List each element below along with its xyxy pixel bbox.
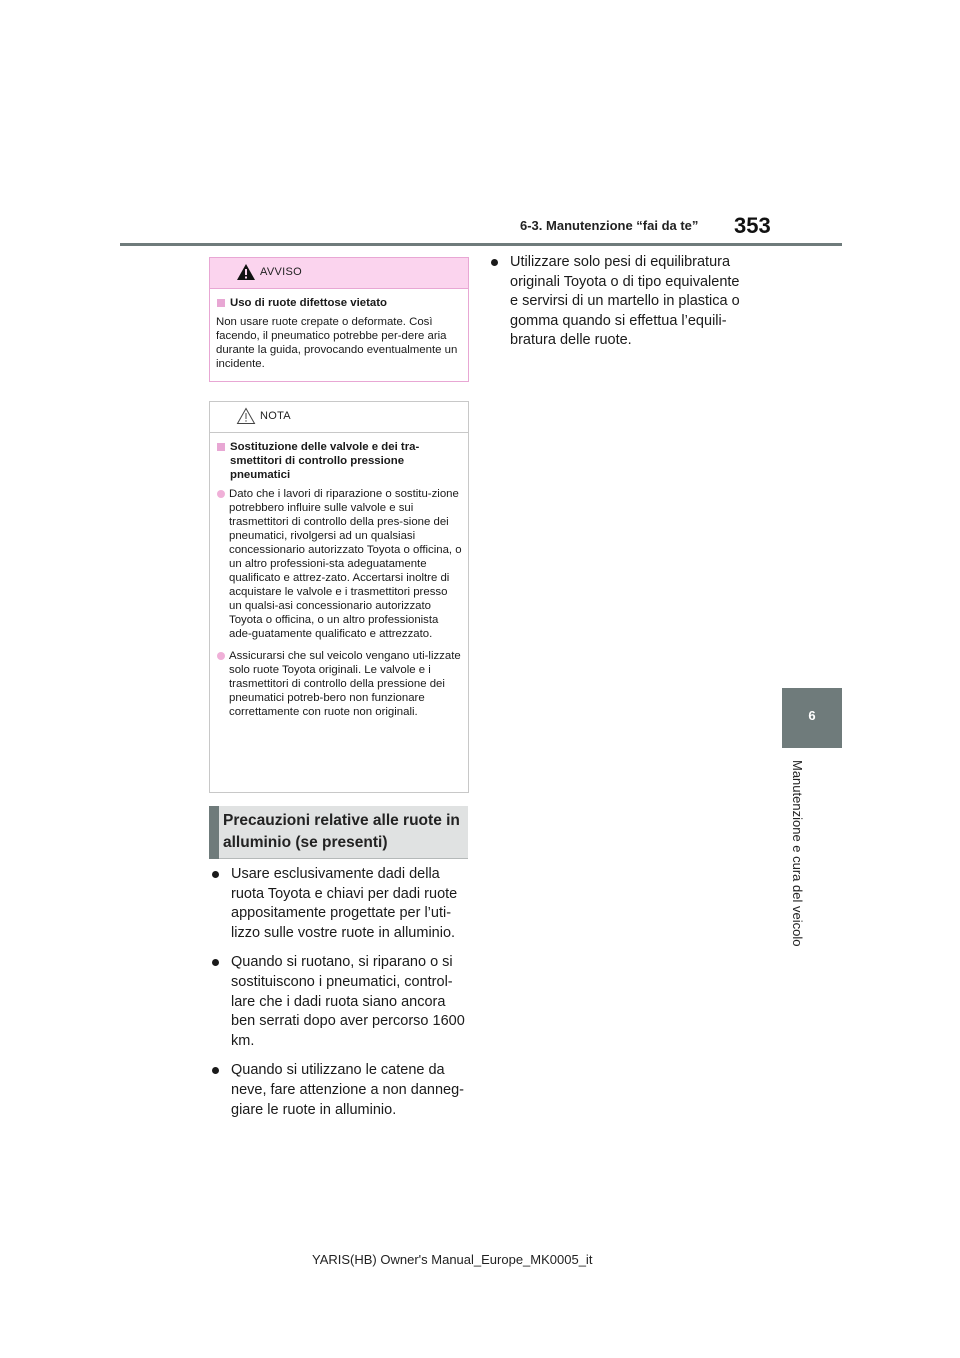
square-bullet-icon bbox=[217, 299, 225, 307]
page-number: 353 bbox=[734, 213, 771, 238]
chapter-number: 6 bbox=[808, 708, 816, 723]
section-title: 6-3. Manutenzione “fai da te” bbox=[520, 218, 699, 233]
list-item bbox=[488, 253, 746, 351]
note-heading bbox=[216, 440, 462, 482]
left-bullet-list bbox=[209, 865, 467, 1130]
note-heading-text: Sostituzione delle valvole e dei tra-smettitori di controllo pressione pneumatici bbox=[230, 441, 420, 481]
right-bullet-list bbox=[488, 253, 746, 361]
warning-heading-text: Uso di ruote difettose vietato bbox=[230, 297, 387, 309]
circle-bullet-icon bbox=[217, 652, 225, 660]
square-bullet-icon bbox=[217, 443, 225, 451]
header-divider bbox=[120, 243, 842, 246]
note-box bbox=[209, 401, 469, 793]
list-item bbox=[209, 953, 467, 1051]
warning-triangle-icon bbox=[236, 263, 256, 281]
bullet-dot-icon bbox=[212, 1067, 219, 1074]
bullet-dot-icon bbox=[491, 259, 498, 266]
note-item-text: Assicurarsi che sul veicolo vengano uti-lizzate solo ruote Toyota originali. Le valvole e i trasmettitori di controllo della pressione dei pneumatici potreb-bero non funzionare correttamente con ruote non originali. bbox=[229, 650, 461, 718]
note-item-text: Dato che i lavori di riparazione o sostitu-zione potrebbero influire sulle valvole e sui trasmettitori di controllo della pres-sione dei pneumatici, rivolgersi ad un qualsiasi concessionario autorizzato Toyota o officina, o un altro professioni-sta adeguatamente qualificato e attrez-zato. Accertarsi inoltre di acquistare le valvole e i trasmettitori presso un qualsi-asi concessionario autorizzato Toyota o officina, o un altro professionista ade-guatamente qualificato e attrezzato. bbox=[229, 488, 462, 640]
list-item-text: Utilizzare solo pesi di equilibratura originali Toyota o di tipo equivalente e servirsi di un martello in plastica o gomma quando si effettua l’equili-bratura delle ruote. bbox=[510, 254, 740, 349]
bullet-dot-icon bbox=[212, 871, 219, 878]
list-item-text: Quando si ruotano, si riparano o si sostituiscono i pneumatici, control-lare che i dadi ruota siano ancora ben serrati dopo aver percorso 1600 km. bbox=[231, 954, 465, 1049]
warning-heading bbox=[216, 296, 462, 310]
bullet-dot-icon bbox=[212, 959, 219, 966]
warning-box-header bbox=[210, 258, 468, 289]
caution-triangle-icon bbox=[236, 407, 256, 425]
section-heading-accent bbox=[209, 806, 219, 859]
note-label: NOTA bbox=[260, 410, 291, 422]
section-heading: Precauzioni relative alle ruote in alluminio (se presenti) bbox=[223, 812, 460, 851]
warning-body: Non usare ruote crepate o deformate. Così facendo, il pneumatico potrebbe per-dere aria durante la guida, provocando eventualmente un incidente. bbox=[216, 316, 458, 370]
note-box-header bbox=[210, 402, 468, 433]
circle-bullet-icon bbox=[217, 490, 225, 498]
note-item bbox=[216, 487, 462, 641]
note-item bbox=[216, 649, 462, 719]
list-item-text: Quando si utilizzano le catene da neve, fare attenzione a non danneg-giare le ruote in alluminio. bbox=[231, 1062, 464, 1118]
footer-manual-id: YARIS(HB) Owner's Manual_Europe_MK0005_it bbox=[312, 1252, 593, 1267]
warning-label: AVVISO bbox=[260, 266, 302, 278]
list-item-text: Usare esclusivamente dadi della ruota Toyota e chiavi per dadi ruote appositamente progettate per l’uti-lizzo sulle vostre ruote in alluminio. bbox=[231, 866, 458, 941]
warning-box bbox=[209, 257, 469, 382]
list-item bbox=[209, 1061, 467, 1120]
chapter-label: Manutenzione e cura del veicolo bbox=[790, 760, 805, 947]
list-item bbox=[209, 865, 467, 943]
